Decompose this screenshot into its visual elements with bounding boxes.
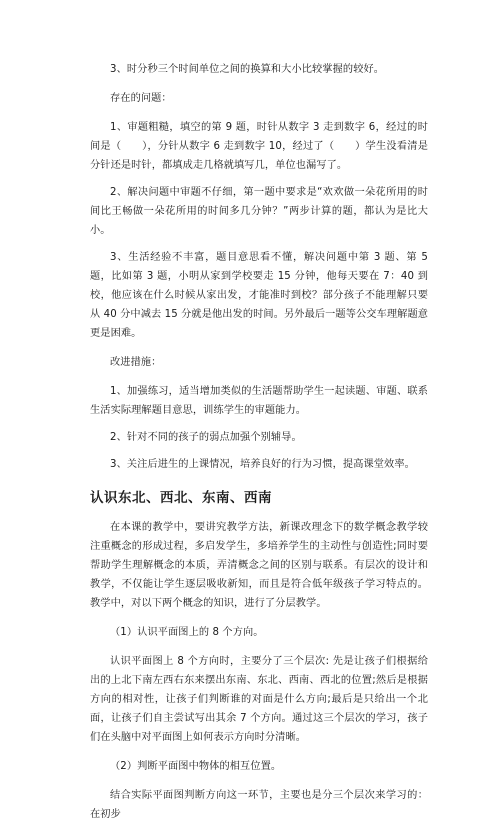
improvement-2: 2、针对不同的孩子的弱点加强个别辅导。: [110, 432, 302, 443]
improvements-heading: 改进措施：: [110, 357, 162, 368]
improvement-1: 1、加强练习，适当增加类似的生活题帮助学生一起读题、审题、联系生活实际理解题目意思，训练学生的审题能力。: [90, 386, 428, 416]
subsection-1-title: （1）认识平面图上的 8 个方向。: [110, 627, 264, 638]
problem-3: 3、生活经验不丰富，题目意思看不懂，解决问题中第 3 题、第 5 题，比如第 3 题，小明从家到学校要走 15 分钟，他每天要在 7：40 到校，他应该在什么时候从家出发，才能准时到校？部分孩子不能理解只要从 40 分中减去 15 分就是他出发的时间。另外最后一题等公交车理解题意更是困难。: [90, 252, 429, 339]
subsection-2-title: （2）判断平面图中物体的相互位置。: [110, 761, 282, 772]
improvement-3: 3、关注后进生的上课情况，培养良好的行为习惯，提高课堂效率。: [110, 459, 415, 470]
problem-1: 1、审题粗糙，填空的第 9 题，时针从数字 3 走到数字 6，经过的时间是（ ），分针从数字 6 走到数字 10，经过了（ ）学生没看清是分针还是时针，都填成走几格就填写几，单位也漏写了。: [90, 122, 428, 171]
problem-2: 2、解决问题中审题不仔细，第一题中要求是“欢欢做一朵花所用的时间比王畅做一朵花所用的时间多几分钟？”两步计算的题，都认为是比大小。: [90, 187, 428, 236]
lesson-intro: 在本课的教学中，要讲究教学方法，新课改理念下的数学概念教学较注重概念的形成过程，多启发学生，多培养学生的主动性与创造性;同时要帮助学生理解概念的本质，弄清概念之间的区别与联系。有层次的设计和教学，不仅能让学生逐层吸收新知，而且是符合低年级孩子学习特点的。教学中，对以下两个概念的知识，进行了分层教学。: [90, 522, 428, 609]
subsection-1-body: 认识平面图上 8 个方向时，主要分了三个层次: 先是让孩子们根据给出的上北下南左西右东来摆出东南、东北、西南、西北的位置;然后是根据方向的相对性，让孩子们判断谁的对面是什么方向;最后是只给出一个北面，让孩子们自主尝试写出其余 7 个方向。通过这三个层次的学习，孩子们在头脑中对平面图上如何表示方向时分清晰。: [90, 656, 428, 743]
section-title: 认识东北、西北、东南、西南: [90, 490, 272, 506]
paragraph-time-units: 3、时分秒三个时间单位之间的换算和大小比较掌握的较好。: [110, 64, 385, 75]
problems-heading: 存在的问题：: [110, 93, 172, 104]
subsection-2-body: 结合实际平面图判断方向这一环节，主要也是分三个层次来学习的：在初步: [90, 790, 428, 820]
